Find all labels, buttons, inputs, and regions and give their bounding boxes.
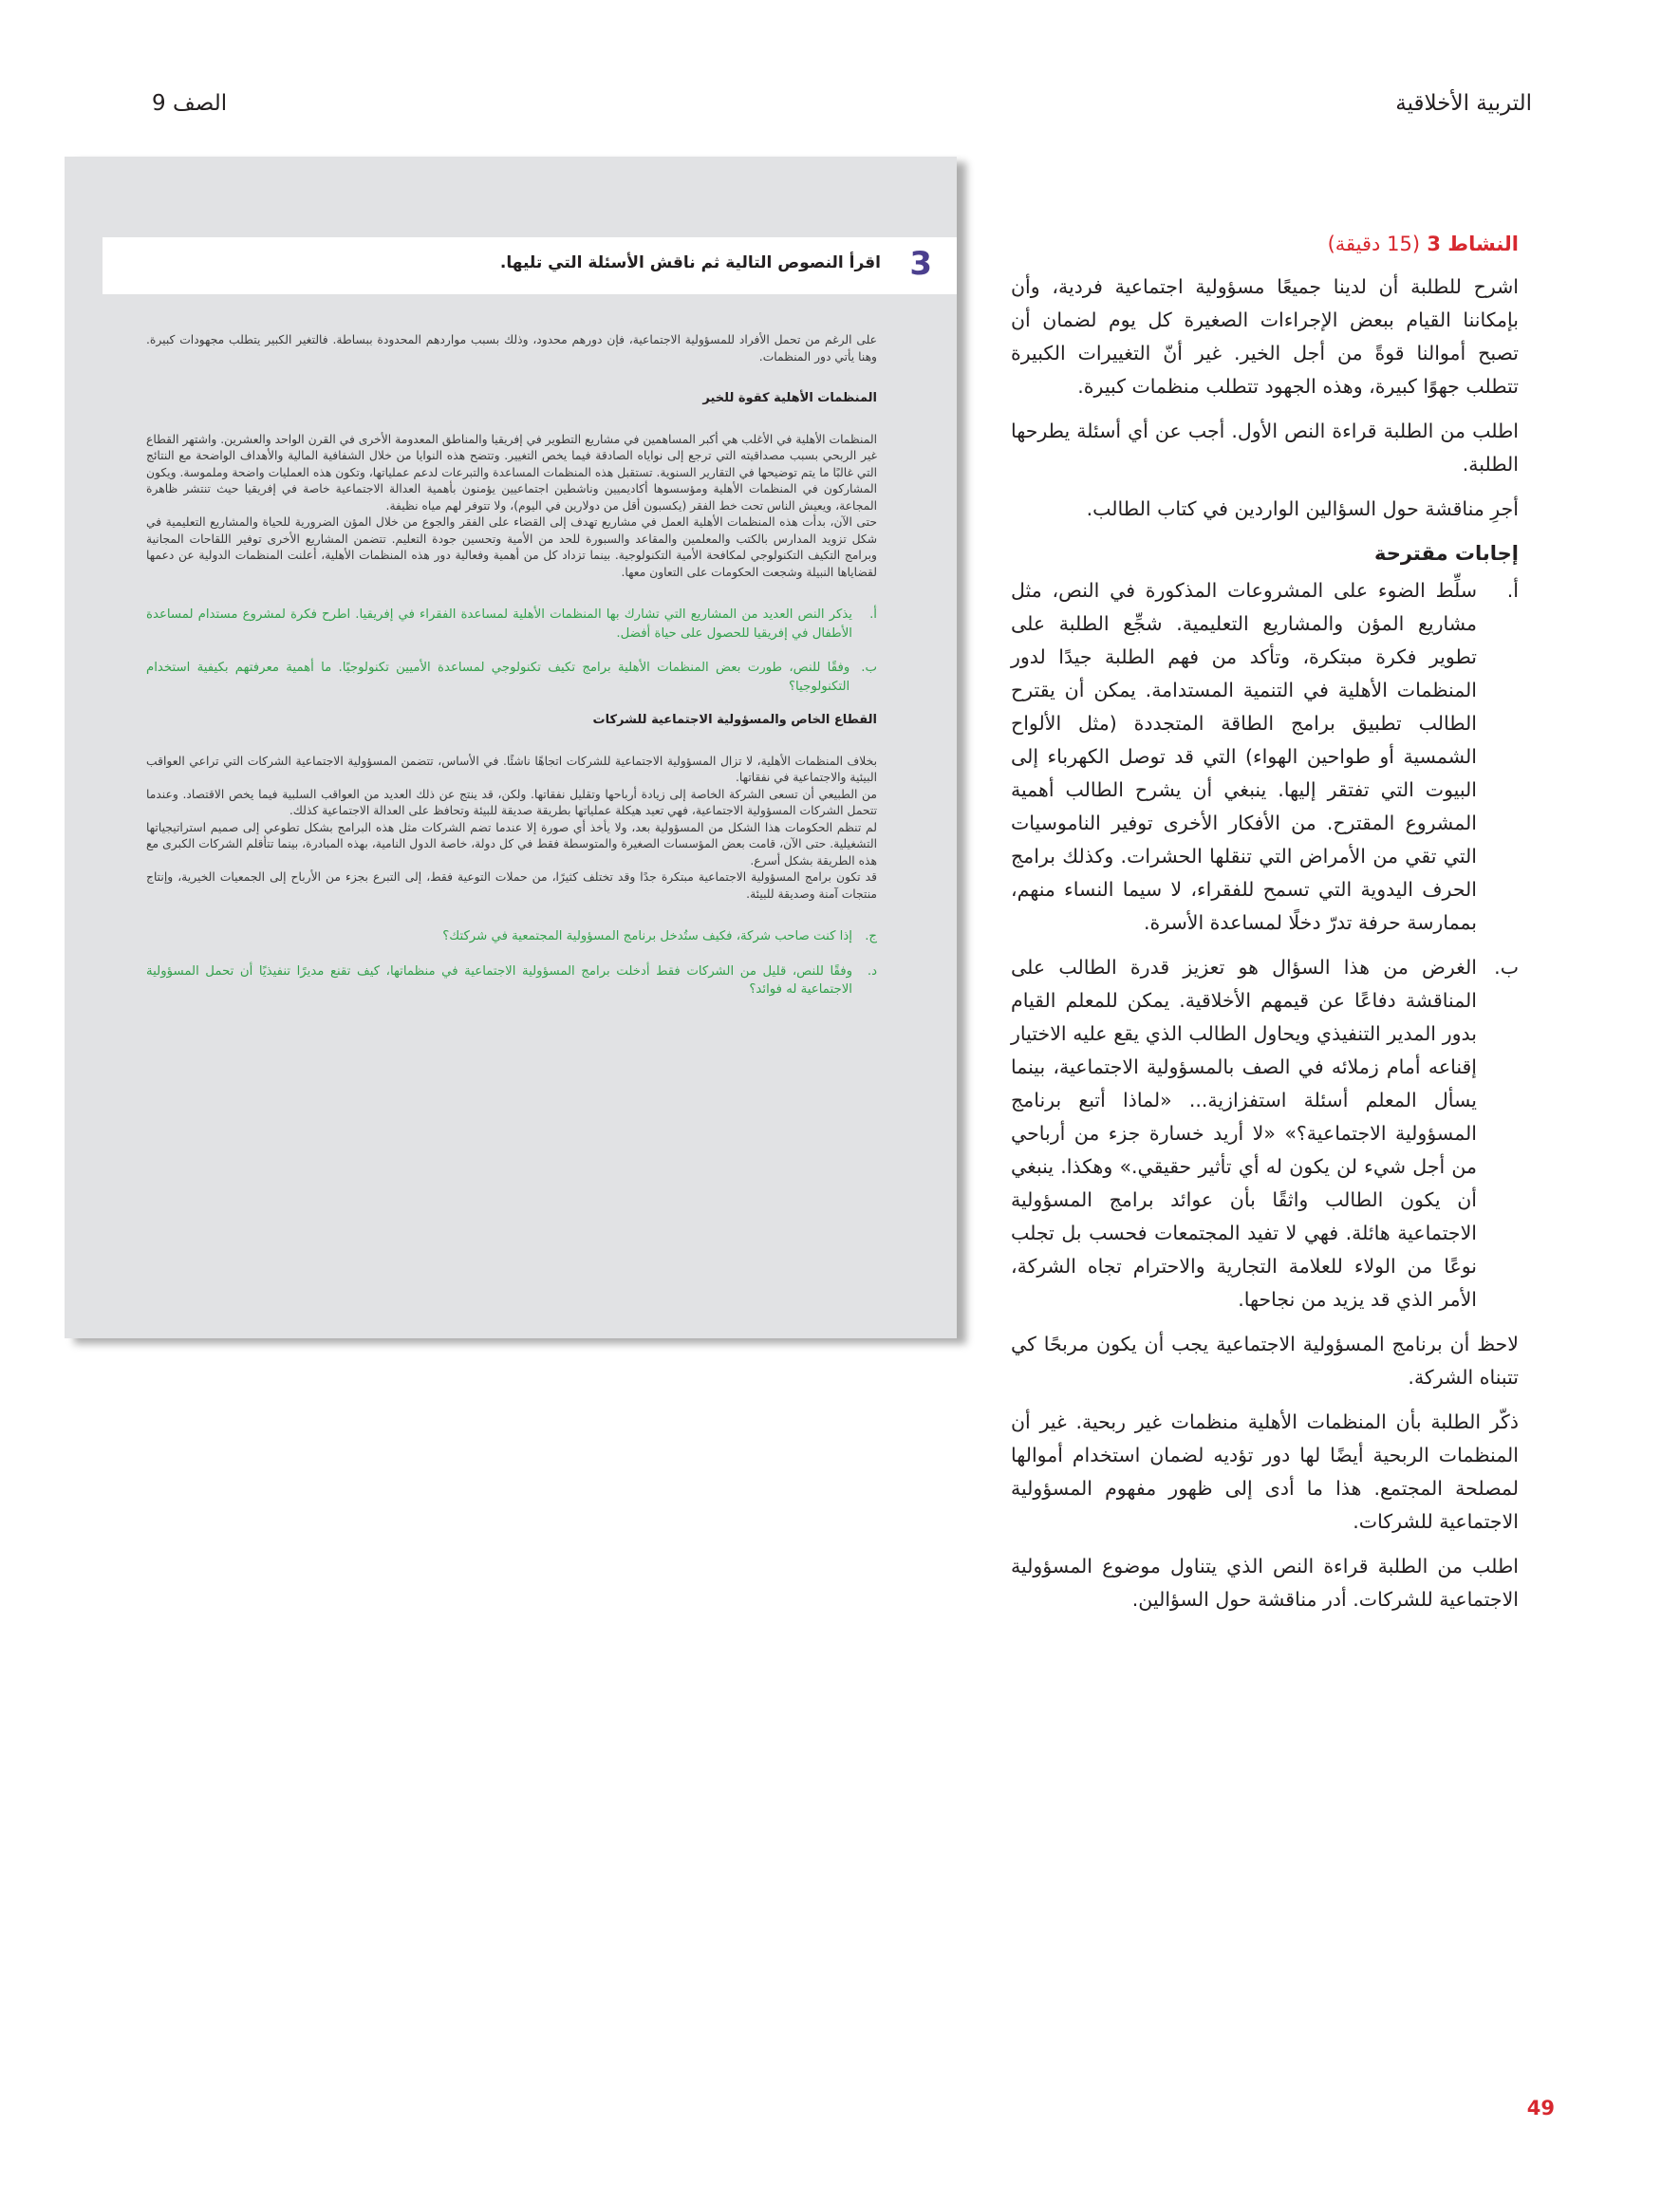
question-text: وفقًا للنص، قليل من الشركات فقط أدخلت برامج المسؤولية الاجتماعية في منظماتها، كيف تقنع مديرًا تنفيذيًا أن تحمل المسؤولية الاجتماعية له فوائد؟ (146, 963, 852, 997)
guide-paragraph: أجرِ مناقشة حول السؤالين الواردين في كتاب الطالب. (1086, 497, 1519, 520)
question-letter: ب. (861, 661, 877, 675)
question-b (146, 659, 877, 696)
question-a (146, 606, 877, 643)
guide-paragraph: اطلب من الطلبة قراءة النص الذي يتناول موضوع المسؤولية الاجتماعية للشركات. أدر مناقشة حول السؤالين. (1011, 1555, 1519, 1611)
question-letter: أ. (869, 607, 877, 622)
student-book-excerpt (65, 157, 957, 1338)
excerpt-paragraph: حتى الآن، بدأت هذه المنظمات الأهلية العمل في مشاريع تهدف إلى القضاء على الفقر والجوع من خلال المؤن الضرورية للحياة والمشاريع التعليمية في شكل تزويد المدارس بالكتب والمعلمين والمقاعد والسبورة للحد من الأمية وتحسين جودة التعليم. تتضمن المشاريع الأخرى توفير اللقاحات المجانية وبرامج التكيف التكنولوجي لمكافحة الأمية التكنولوجية. بينما تزداد كل من أهمية وفعالية دور هذه المنظمات الأهلية، أعلنت المنظمات الدولية عن دعمها لقضاياها النبيلة وشجعت الحكومات على التعاون معها. (146, 515, 877, 579)
question-text: وفقًا للنص، طورت بعض المنظمات الأهلية برامج تكيف تكنولوجي لمساعدة الأميين تكنولوجيًا. ما أهمية معرفتهم بكيفية استخدام التكنولوجيا؟ (146, 661, 850, 694)
answer-a (1011, 574, 1519, 940)
excerpt-header (103, 237, 957, 294)
question-c (146, 927, 877, 946)
excerpt-number: 3 (909, 245, 932, 283)
guide-paragraph: لاحظ أن برنامج المسؤولية الاجتماعية يجب أن يكون مربحًا كي تتبناه الشركة. (1011, 1333, 1519, 1389)
answer-letter: ب. (1494, 956, 1519, 979)
grade-label: الصف 9 (152, 91, 228, 116)
answer-letter: أ. (1506, 579, 1519, 602)
guide-paragraph: ذكّر الطلبة بأن المنظمات الأهلية منظمات غير ربحية. غير أن المنظمات الربحية أيضًا لها دور تؤديه لضمان استخدام أموالها لمصلحة المجتمع. هذا ما أدى إلى ظهور مفهوم المسؤولية الاجتماعية للشركات. (1011, 1410, 1519, 1533)
guide-paragraph: اشرح للطلبة أن لدينا جميعًا مسؤولية اجتماعية فردية، وأن بإمكاننا القيام ببعض الإجراءات الصغيرة كل يوم لضمان أن تصبح أموالنا قوةً من أجل الخير. غير أنّ التغييرات الكبيرة تتطلب جهوًا كبيرة، وهذه الجهود تتطلب منظمات كبيرة. (1011, 275, 1519, 398)
page-number: 49 (1526, 2097, 1555, 2119)
question-letter: د. (867, 963, 877, 979)
question-text: إذا كنت صاحب شركة، فكيف ستُدخل برنامج المسؤولية المجتمعية في شركتك؟ (442, 929, 852, 943)
excerpt-paragraph: قد تكون برامج المسؤولية الاجتماعية مبتكرة جدًا وقد تختلف كثيرًا، من حملات التوعية فقط، إلى التبرع بجزء من الأرباح إلى الجمعيات الخيرية، وإنتاج منتجات آمنة وصديقة للبيئة. (146, 870, 877, 901)
question-text: يذكر النص العديد من المشاريع التي تشارك بها المنظمات الأهلية لمساعدة الفقراء في إفريقيا. اطرح فكرة لمشروع مستدام لمساعدة الأطفال في إفريقيا للحصول على حياة أفضل. (146, 607, 852, 641)
subject-title: التربية الأخلاقية (1395, 91, 1532, 116)
answer-text: سلِّط الضوء على المشروعات المذكورة في النص، مثل مشاريع المؤن والمشاريع التعليمية. شجِّع الطلبة على تطوير فكرة مبتكرة، وتأكد من فهم الطلبة جيدًا لدور المنظمات الأهلية في التنمية المستدامة. يمكن أن يقترح الطالب تطبيق برامج الطاقة المتجددة (مثل الألواح الشمسية أو طواحين الهواء) التي قد توصل الكهرباء إلى البيوت التي تفتقر إليها. ينبغي أن يشرح الطالب أهمية المشروع المقترح. من الأفكار الأخرى توفير الناموسيات التي تقي من الأمراض التي تنقلها الحشرات. وكذلك برامج الحرف اليدوية التي تسمح للفقراء، لا سيما النساء منهم، بممارسة حرفة تدرّ دخلًا لمساعدة الأسرة. (1011, 579, 1477, 934)
excerpt-body (146, 332, 877, 1016)
activity-label: النشاط 3 (1427, 233, 1519, 255)
question-letter: ج. (865, 929, 877, 943)
excerpt-paragraph: لم تنظم الحكومات هذا الشكل من المسؤولية بعد، ولا يأخذ أي صورة إلا عندما تضم الشركات مثل هذه البرامج بشكل تطوعي إلى صميم استراتيجياتها التشغيلية. حتى الآن، قامت بعض المؤسسات الصغيرة والمتوسطة فقط في كل دولة، خاصة الدول النامية، بهذه المبادرة، بينما تتأقلم الشركات الكبرى مع هذه الطريقة بشكل أسرع. (146, 820, 877, 868)
answer-b (1011, 951, 1519, 1316)
activity-title (1011, 228, 1519, 261)
answers-title: إجابات مقترحة (1373, 542, 1519, 565)
question-d (146, 962, 877, 999)
answer-text: الغرض من هذا السؤال هو تعزيز قدرة الطالب على المناقشة دفاعًا عن قيمهم الأخلاقية. يمكن للمعلم القيام بدور المدير التنفيذي ويحاول الطالب الذي يقع عليه الاختيار إقناعه أمام زملائه في الصف بالمسؤولية الاجتماعية، بينما يسأل المعلم أسئلة استفزازية... «لماذا أتبع برنامج المسؤولية الاجتماعية؟» «لا أريد خسارة جزء من أرباحي من أجل شيء لن يكون له أي تأثير حقيقي.» وهكذا. ينبغي أن يكون الطالب واثقًا بأن عوائد برامج المسؤولية الاجتماعية هائلة. فهي لا تفيد المجتمعات فحسب بل تجلب نوعًا من الولاء للعلامة التجارية والاحترام تجاه الشركة، الأمر الذي قد يزيد من نجاحها. (1011, 956, 1477, 1311)
activity-duration: (15 دقيقة) (1327, 233, 1421, 255)
excerpt-paragraph: بخلاف المنظمات الأهلية، لا تزال المسؤولية الاجتماعية للشركات اتجاهًا ناشئًا. في الأساس، تتضمن المسؤولية الاجتماعية الشركات التي تراعي العواقب البيئية والاجتماعية في نفقاتها. (146, 754, 877, 784)
excerpt-instruction: اقرأ النصوص التالية ثم ناقش الأسئلة التي تليها. (499, 253, 881, 272)
section-title-csr: القطاع الخاص والمسؤولية الاجتماعية للشركات (592, 713, 877, 727)
section-title-ngo: المنظمات الأهلية كقوة للخير (702, 391, 877, 405)
excerpt-intro: على الرغم من تحمل الأفراد للمسؤولية الاجتماعية، فإن دورهم محدود، وذلك بسبب مواردهم المحدودة ببساطة. فالتغير الكبير يتطلب مجهودات كبيرة. وهنا يأتي دور المنظمات. (146, 333, 877, 364)
excerpt-paragraph: من الطبيعي أن تسعى الشركة الخاصة إلى زيادة أرباحها وتقليل نفقاتها. ولكن، قد ينتج عن ذلك العديد من العواقب السلبية فيما يخص الاقتصاد. وعندما تتحمل الشركات المسؤولية الاجتماعية، فهي تعيد هيكلة عملياتها بطريقة صديقة للبيئة وتحافظ على العدالة الاجتماعية كذلك. (146, 787, 877, 817)
teacher-guide-text (1011, 228, 1519, 1628)
guide-paragraph: اطلب من الطلبة قراءة النص الأول. أجب عن أي أسئلة يطرحها الطلبة. (1011, 420, 1519, 476)
excerpt-paragraph: المنظمات الأهلية في الأغلب هي أكبر المساهمين في مشاريع التطوير في إفريقيا والمناطق المعدومة الأخرى في القرن الواحد والعشرين. واشتهر القطاع غير الربحي بسبب مصداقيته التي ترجع إلى نواياه الصادقة فيما يخص التغيير. وتتضح هذه النوايا من خلال الشفافية المالية والأهداف الواضحة مع النتائج التي غالبًا ما يتم توضيحها في التقارير السنوية. تستقبل هذه المنظمات المساعدة والتبرعات لدعم عملياتها، وتكون هذه العمليات واضحة وملموسة. ويكون المشاركون في المنظمات الأهلية ومؤسسوها أكاديميين وناشطين اجتماعيين يؤمنون بأهمية العدالة الاجتماعية خاصة في إفريقيا حيث تنتشر ظاهرة المجاعة، ويعيش الناس تحت خط الفقر (يكسبون أقل من دولارين في اليوم)، ولا تتوفر لهم مياه نظيفة. (146, 432, 877, 513)
